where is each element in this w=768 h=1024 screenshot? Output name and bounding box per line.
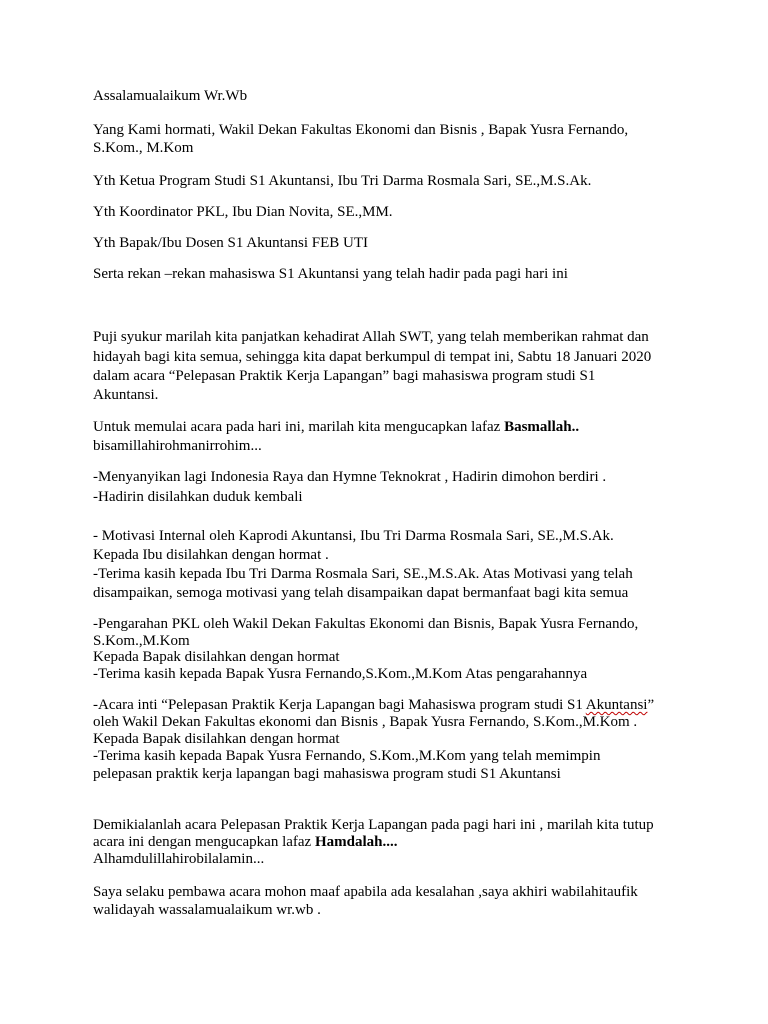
salutation-head-of-program: Yth Ketua Program Studi S1 Akuntansi, Ibu Tri Darma Rosmala Sari, SE.,M.S.Ak. [93, 173, 592, 189]
acara-inti-quote: ” [647, 697, 655, 713]
opening-line-4: Akuntansi. [93, 387, 159, 403]
acara-inti-line-5: pelepasan praktik kerja lapangan bagi mahasiswa program studi S1 Akuntansi [93, 766, 561, 782]
pengarahan-line-3: Kepada Bapak disilahkan dengan hormat [93, 649, 340, 665]
pengarahan-line-4: -Terima kasih kepada Bapak Yusra Fernando,S.Kom.,M.Kom Atas pengarahannya [93, 666, 588, 682]
greeting: Assalamualaikum Wr.Wb [93, 88, 248, 104]
acara-inti-line-3: Kepada Bapak disilahkan dengan hormat [93, 731, 340, 747]
motivasi-line-4: disampaikan, semoga motivasi yang telah disampaikan dapat bermanfaat bagi kita semua [93, 585, 629, 601]
basmallah-bold: Basmallah.. [504, 419, 580, 435]
basmallah-text: Untuk memulai acara pada hari ini, marilah kita mengucapkan lafaz [93, 419, 505, 435]
basmallah-line-2: bisamillahirohmanirrohim... [93, 438, 262, 454]
salutation-lecturers: Yth Bapak/Ibu Dosen S1 Akuntansi FEB UTI [93, 235, 368, 251]
hamdalah-bold: Hamdalah.... [314, 834, 398, 850]
farewell-line-1: Saya selaku pembawa acara mohon maaf apabila ada kesalahan ,saya akhiri wabilahitaufik [93, 884, 638, 900]
motivasi-line-2: Kepada Ibu disilahkan dengan hormat . [93, 547, 329, 563]
basmallah-line-1 [93, 418, 579, 436]
salutation-students: Serta rekan –rekan mahasiswa S1 Akuntansi yang telah hadir pada pagi hari ini [93, 266, 568, 282]
salutation-vice-dean-line-2: S.Kom., M.Kom [93, 140, 194, 156]
closing-line-2 [93, 833, 397, 851]
acara-inti-underlined: Akuntansi [585, 697, 648, 713]
anthem-line-1: -Menyanyikan lagi Indonesia Raya dan Hymne Teknokrat , Hadirin dimohon berdiri . [93, 469, 607, 485]
farewell-line-2: walidayah wassalamualaikum wr.wb . [93, 902, 321, 918]
pengarahan-line-2: S.Kom.,M.Kom [93, 633, 190, 649]
pengarahan-line-1: -Pengarahan PKL oleh Wakil Dekan Fakultas Ekonomi dan Bisnis, Bapak Yusra Fernando, [93, 616, 639, 632]
acara-inti-line-2: oleh Wakil Dekan Fakultas ekonomi dan Bisnis , Bapak Yusra Fernando, S.Kom.,M.Kom . [93, 714, 638, 730]
acara-inti-text: -Acara inti “Pelepasan Praktik Kerja Lapangan bagi Mahasiswa program studi S1 [93, 697, 586, 713]
closing-line-1: Demikialanlah acara Pelepasan Praktik Kerja Lapangan pada pagi hari ini , marilah kita tutup [93, 817, 654, 833]
opening-line-3: dalam acara “Pelepasan Praktik Kerja Lapangan” bagi mahasiswa program studi S1 [93, 368, 596, 384]
anthem-line-2: -Hadirin disilahkan duduk kembali [93, 489, 303, 505]
opening-line-2: hidayah bagi kita semua, sehingga kita dapat berkumpul di tempat ini, Sabtu 18 Januari 2020 [93, 349, 652, 365]
motivasi-line-3: -Terima kasih kepada Ibu Tri Darma Rosmala Sari, SE.,M.S.Ak. Atas Motivasi yang telah [93, 566, 633, 582]
motivasi-line-1: - Motivasi Internal oleh Kaprodi Akuntansi, Ibu Tri Darma Rosmala Sari, SE.,M.S.Ak. [93, 528, 614, 544]
acara-inti-line-1 [93, 696, 654, 714]
salutation-vice-dean-line-1: Yang Kami hormati, Wakil Dekan Fakultas Ekonomi dan Bisnis , Bapak Yusra Fernando, [93, 122, 629, 138]
closing-line-3: Alhamdulillahirobilalamin... [93, 851, 265, 867]
acara-inti-line-4: -Terima kasih kepada Bapak Yusra Fernando, S.Kom.,M.Kom yang telah memimpin [93, 748, 601, 764]
salutation-pkl-coordinator: Yth Koordinator PKL, Ibu Dian Novita, SE.,MM. [93, 204, 393, 220]
closing-text: acara ini dengan mengucapkan lafaz [93, 834, 315, 850]
opening-line-1: Puji syukur marilah kita panjatkan kehadirat Allah SWT, yang telah memberikan rahmat dan [93, 329, 649, 345]
